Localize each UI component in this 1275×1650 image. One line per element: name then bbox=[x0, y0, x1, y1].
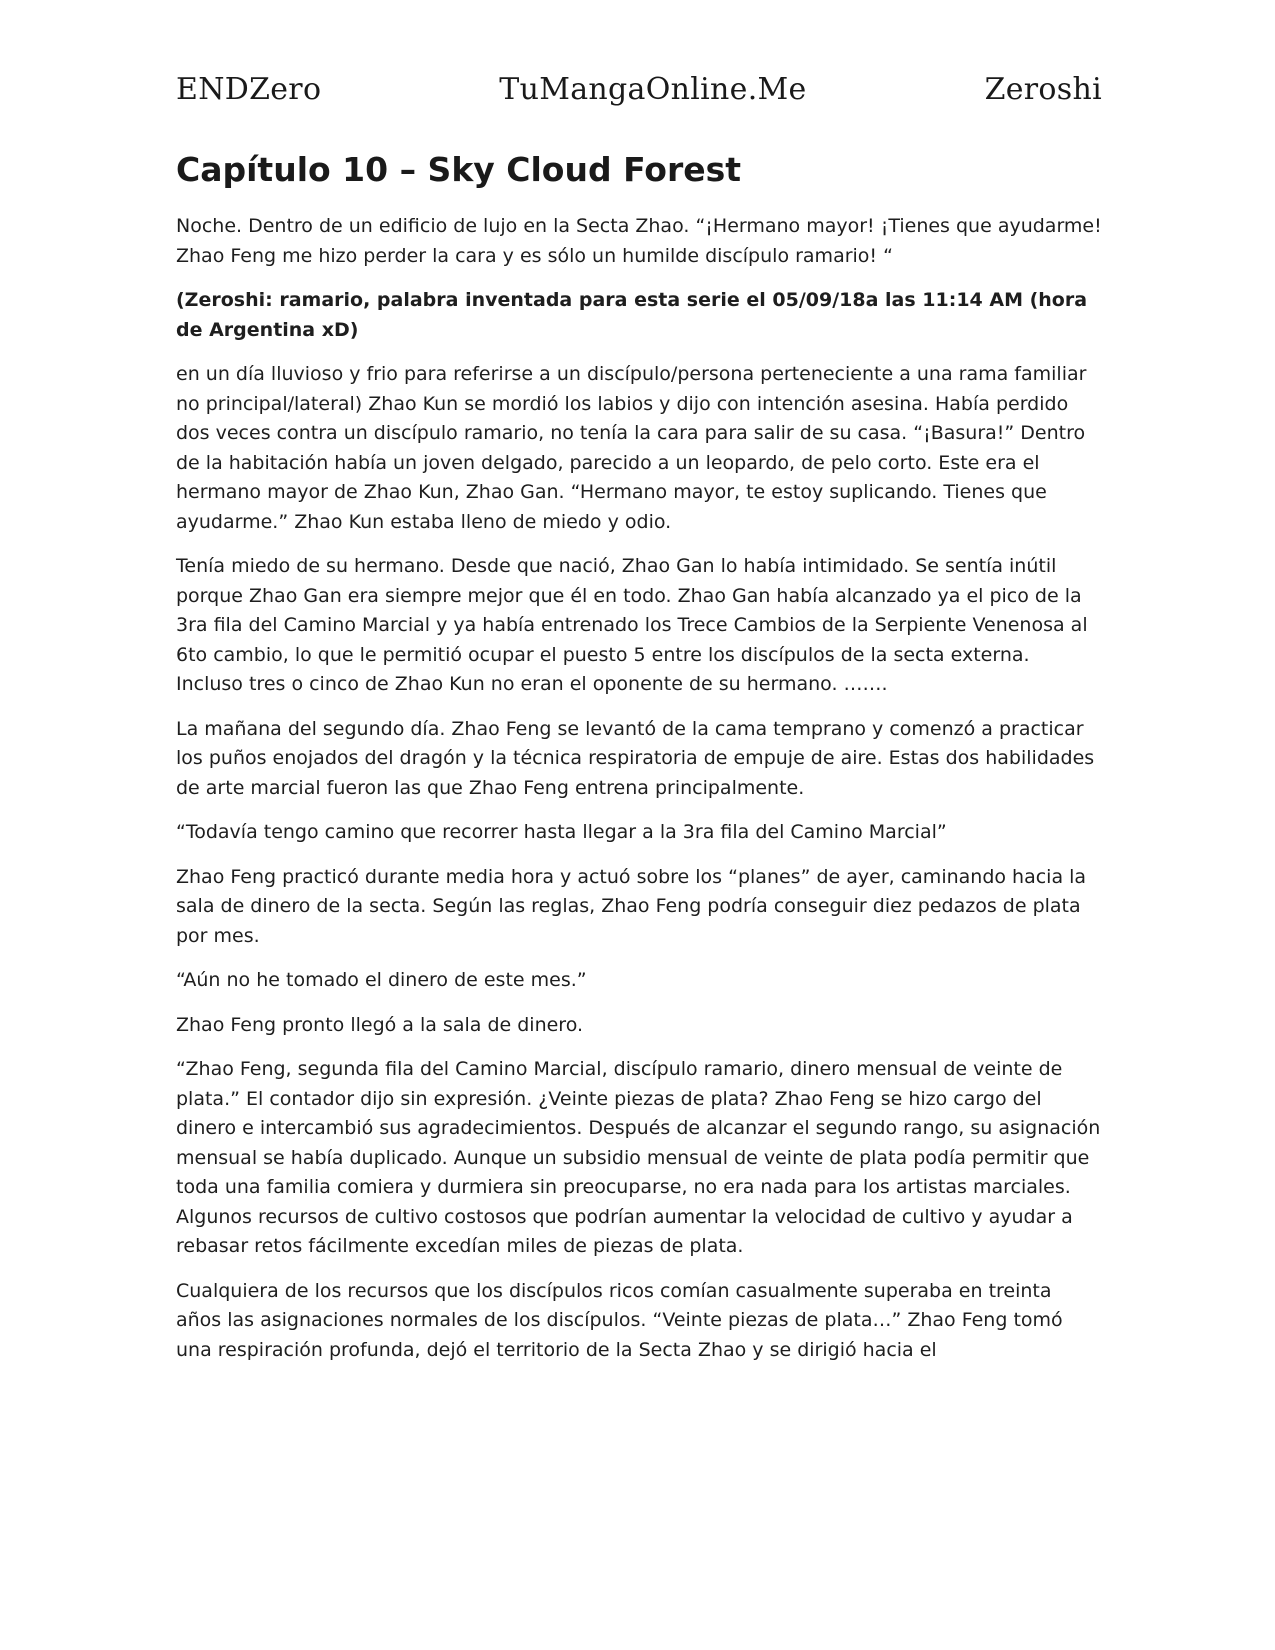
paragraph: en un día lluvioso y frio para referirse a un discípulo/persona perteneciente a una rama familiar no principal/lateral) Zhao Kun se mordió los labios y dijo con intención asesina. Había perdido dos veces contra un discípulo ramario, no tenía la cara para salir de su casa. “¡Basura!” Dentro de la habitación había un joven delgado, parecido a un leopardo, de pelo corto. Este era el hermano mayor de Zhao Kun, Zhao Gan. “Hermano mayor, te estoy suplicando. Tienes que ayudarme.” Zhao Kun estaba lleno de miedo y odio. bbox=[176, 363, 1087, 533]
paragraph: Cualquiera de los recursos que los discípulos ricos comían casualmente superaba en treinta años las asignaciones normales de los discípulos. “Veinte piezas de plata…” Zhao Feng tomó una respiración profunda, dejó el territorio de la Secta Zhao y se dirigió hacia el bbox=[176, 1279, 1063, 1361]
header-left-text: ENDZero bbox=[176, 72, 322, 107]
paragraph: “Aún no he tomado el dinero de este mes.” bbox=[176, 969, 587, 991]
paragraph: Tenía miedo de su hermano. Desde que nació, Zhao Gan lo había intimidado. Se sentía inútil porque Zhao Gan era siempre mejor que él en todo. Zhao Gan había alcanzado ya el pico de la 3ra fila del Camino Marcial y ya había entrenado los Trece Cambios de la Serpiente Venenosa al 6to cambio, lo que le permitió ocupar el puesto 5 entre los discípulos de la secta externa. Incluso tres o cinco de Zhao Kun no eran el oponente de su hermano. ……. bbox=[176, 555, 1088, 695]
translator-note: (Zeroshi: ramario, palabra inventada para esta serie el 05/09/18a las 11:14 AM (hora de Argentina xD) bbox=[176, 289, 1088, 341]
header-right-text: Zeroshi bbox=[984, 72, 1102, 107]
chapter-title: Capítulo 10 – Sky Cloud Forest bbox=[176, 150, 742, 189]
page-header bbox=[176, 72, 1102, 116]
paragraph: Zhao Feng pronto llegó a la sala de dinero. bbox=[176, 1013, 584, 1036]
paragraph: “Zhao Feng, segunda fila del Camino Marcial, discípulo ramario, dinero mensual de veinte de plata.” El contador dijo sin expresión. ¿Veinte piezas de plata? Zhao Feng se hizo cargo del dinero e intercambió sus agradecimientos. Después de alcanzar el segundo rango, su asignación mensual se había duplicado. Aunque un subsidio mensual de veinte de plata podía permitir que toda una familia comiera y durmiera sin preocuparse, no era nada para los artistas marciales. Algunos recursos de cultivo costosos que podrían aumentar la velocidad de cultivo y ayudar a rebasar retos fácilmente excedían miles de piezas de plata. bbox=[176, 1058, 1101, 1257]
paragraph: La mañana del segundo día. Zhao Feng se levantó de la cama temprano y comenzó a practicar los puños enojados del dragón y la técnica respiratoria de empuje de aire. Estas dos habilidades de arte marcial fueron las que Zhao Feng entrena principalmente. bbox=[176, 717, 1095, 799]
document-page bbox=[176, 72, 1102, 1380]
header-center-text: TuMangaOnline.Me bbox=[499, 72, 807, 107]
paragraph: Noche. Dentro de un edificio de lujo en la Secta Zhao. “¡Hermano mayor! ¡Tienes que ayudarme! Zhao Feng me hizo perder la cara y es sólo un humilde discípulo ramario! “ bbox=[176, 215, 1102, 267]
paragraph: Zhao Feng practicó durante media hora y actuó sobre los “planes” de ayer, caminando hacia la sala de dinero de la secta. Según las reglas, Zhao Feng podría conseguir diez pedazos de plata por mes. bbox=[176, 865, 1087, 947]
paragraph: “Todavía tengo camino que recorrer hasta llegar a la 3ra fila del Camino Marcial” bbox=[176, 821, 947, 843]
chapter-body bbox=[176, 212, 1102, 1365]
